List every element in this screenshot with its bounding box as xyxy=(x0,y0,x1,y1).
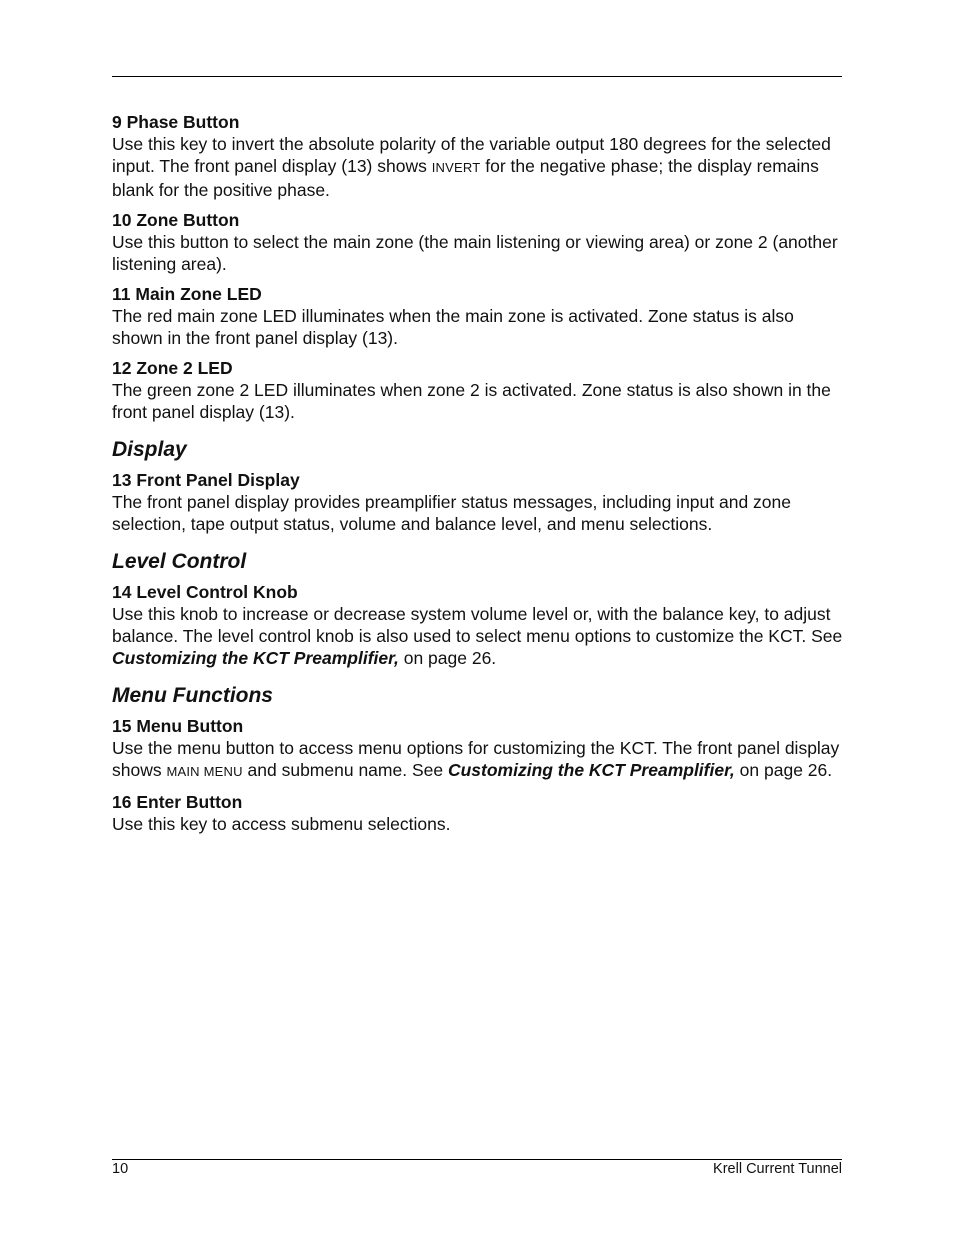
page-number: 10 xyxy=(112,1161,129,1177)
section-heading-menu-functions: Menu Functions xyxy=(112,684,273,707)
entry-body: The front panel display provides preamplifier status messages, including input and zone selection, tape output status, volume and balance level, and menu selections. xyxy=(112,492,791,534)
entry-body xyxy=(112,603,847,669)
entry-front-panel-display xyxy=(112,469,847,535)
entry-phase-button xyxy=(112,111,847,201)
cross-reference: Customizing the KCT Preamplifier, xyxy=(112,648,399,668)
entry-body: Use this key to access submenu selections. xyxy=(112,814,451,834)
entry-zone-button xyxy=(112,209,847,275)
body-text: for the negative phase; the display remains blank for the positive phase. xyxy=(112,156,819,200)
entry-title: 14 Level Control Knob xyxy=(112,582,298,602)
body-text: Use the menu button to access menu options for customizing the KCT. The front panel display shows xyxy=(112,738,840,780)
entry-title: 9 Phase Button xyxy=(112,112,240,132)
entry-title: 10 Zone Button xyxy=(112,210,240,230)
entry-body: The green zone 2 LED illuminates when zone 2 is activated. Zone status is also shown in the front panel display (13). xyxy=(112,380,831,422)
document-title: Krell Current Tunnel xyxy=(713,1161,842,1177)
entry-body: Use this button to select the main zone (the main listening or viewing area) or zone 2 (another listening area). xyxy=(112,232,838,274)
entry-menu-button xyxy=(112,715,847,783)
entry-body xyxy=(112,737,847,783)
display-message-main-menu: MAIN MENU xyxy=(166,764,243,779)
entry-zone-2-led xyxy=(112,357,847,423)
header-rule xyxy=(112,76,842,77)
section-heading-level-control: Level Control xyxy=(112,550,247,573)
entry-body xyxy=(112,133,847,201)
entry-title: 16 Enter Button xyxy=(112,792,243,812)
section-heading-display: Display xyxy=(112,438,187,461)
page-content xyxy=(112,111,847,843)
cross-reference: Customizing the KCT Preamplifier, xyxy=(447,760,735,780)
entry-title: 13 Front Panel Display xyxy=(112,470,300,490)
entry-main-zone-led xyxy=(112,283,847,349)
entry-title: 12 Zone 2 LED xyxy=(112,358,233,378)
entry-enter-button xyxy=(112,791,847,835)
body-text: and submenu name. See xyxy=(242,760,448,780)
body-text: on page 26. xyxy=(734,760,833,780)
entry-body: The red main zone LED illuminates when the main zone is activated. Zone status is also shown in the front panel display (13). xyxy=(112,306,794,348)
body-text: Use this knob to increase or decrease system volume level or, with the balance key, to adjust balance. The level control knob is also used to select menu options to customize the KCT. See xyxy=(112,604,843,646)
entry-title: 15 Menu Button xyxy=(112,716,244,736)
body-text: Use this key to invert the absolute polarity of the variable output 180 degrees for the selected input. The front panel display (13) shows xyxy=(112,134,831,176)
entry-level-control-knob xyxy=(112,581,847,669)
entry-title: 11 Main Zone LED xyxy=(112,284,262,304)
body-text: on page 26. xyxy=(398,648,497,668)
display-message-invert: INVERT xyxy=(431,160,481,175)
